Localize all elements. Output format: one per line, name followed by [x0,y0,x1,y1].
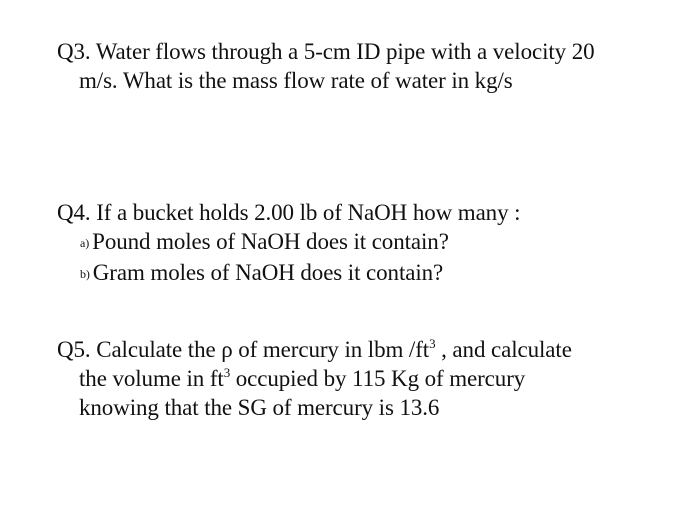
question-5-line-1 [57,335,657,364]
item-text-b: Gram moles of NaOH does it contain? [92,260,444,285]
q5-line1-superscript: 3 [429,336,436,351]
question-3-line-2: m/s. What is the mass flow rate of water in kg/s [79,68,513,93]
question-5 [57,335,657,422]
question-4-item-b [57,258,657,289]
item-marker-a: a) [80,236,90,250]
q5-line2-part-b: occupied by 115 Kg of mercury [230,366,526,391]
question-3 [57,37,657,95]
question-5-line-3: knowing that the SG of mercury is 13.6 [79,395,440,420]
q5-line1-part-a: Q5. Calculate the ρ of mercury in lbm /ft [57,337,430,362]
q5-line2-superscript: 3 [223,365,231,380]
q5-line2-part-a: the volume in ft [79,366,224,391]
question-4 [57,198,657,289]
question-4-stem: Q4. If a bucket holds 2.00 lb of NaOH how many : [57,200,521,225]
question-5-line-2 [57,364,657,393]
question-4-item-a [57,227,657,258]
item-marker-b: b) [80,267,90,281]
q5-line1-part-b: , and calculate [435,337,572,362]
question-3-line-1: Q3. Water flows through a 5-cm ID pipe with a velocity 20 [57,39,595,64]
item-text-a: Pound moles of NaOH does it contain? [92,229,449,254]
